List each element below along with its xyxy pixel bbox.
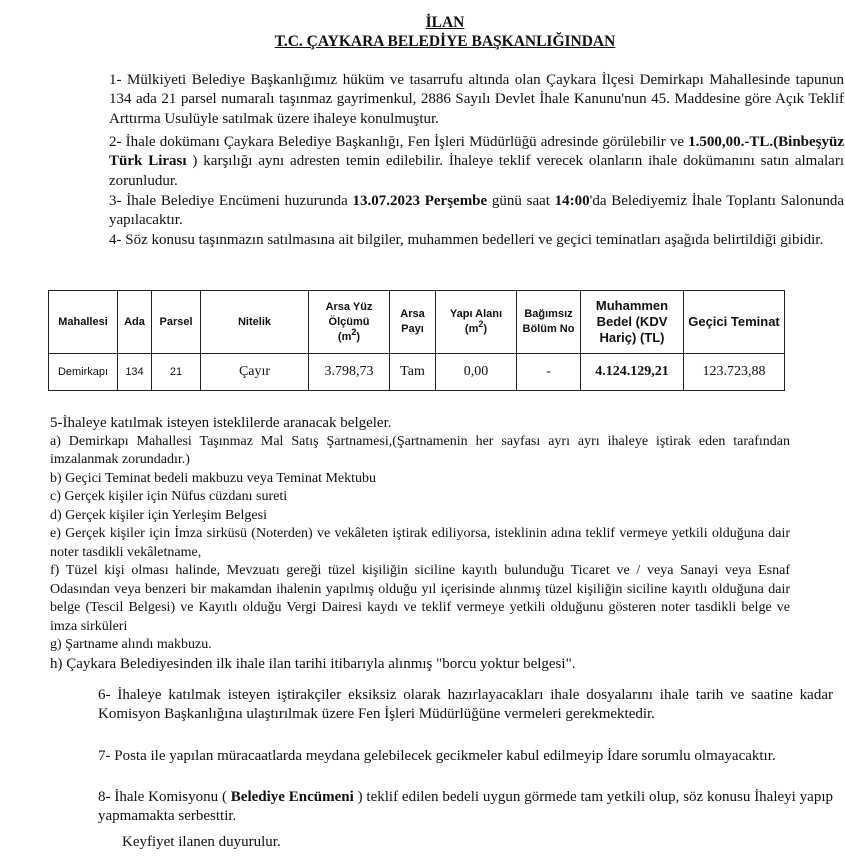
page-title: İLAN: [425, 14, 465, 31]
paragraph-3-text-c: 'da Belediyemiz İhale Toplantı Salonunda yapılacaktır.: [109, 193, 845, 229]
list-item-h: h) Çaykara Belediyesinden ilk ihale ilan tarihi itibarıyla alınmış "borcu yoktur belgesi".: [50, 655, 576, 672]
list-item-e: e) Gerçek kişiler için İmza sirküsü (Noterden) ve vekâleten iştirak ediliyorsa, isteklinin adına teklif vermeye yetkili olduğuna dair noter tasdikli vekâletname,: [50, 526, 790, 560]
cell-parsel: 21: [152, 354, 201, 391]
table-row: [49, 354, 785, 391]
paragraph-4: 4- Söz konusu taşınmazın satılmasına ait bilgiler, muhammen bedelleri ve geçici teminatları aşağıda belirtildiği gibidir.: [109, 232, 824, 248]
paragraph-8-text-a: 8- İhale Komisyonu (: [98, 789, 227, 805]
list-item-b: b) Geçici Teminat bedeli makbuzu veya Teminat Mektubu: [50, 470, 377, 486]
paragraph-8-text-b: ) teklif edilen bedeli uygun görmede tam yetkili olup, söz konusu İhaleyi yapıp yapmamakta serbesttir.: [98, 789, 833, 825]
paragraph-8: [50, 788, 833, 827]
cell-arsa-yuz-olcumu: 3.798,73: [309, 354, 390, 391]
header-nitelik: Nitelik: [201, 291, 309, 354]
cell-gecici-teminat: 123.723,88: [684, 354, 785, 391]
cell-bagimsiz-bolum-no: -: [517, 354, 581, 391]
paragraph-2-text-c: ) karşılığı aynı adresten temin edilebilir. İhaleye teklif verecek olanların ihale dokümanını satın almaları zorunludur.: [109, 153, 844, 189]
cell-ada: 134: [118, 354, 152, 391]
paragraph-2: [50, 133, 844, 191]
documents-heading: 5-İhaleye katılmak isteyen isteklilerde aranacak belgeler.: [50, 415, 392, 431]
header-arsa-payi: Arsa Payı: [390, 291, 436, 354]
auction-time: 14:00: [554, 193, 590, 209]
header-parsel: Parsel: [152, 291, 201, 354]
paragraph-6: 6- İhaleye katılmak isteyen iştirakçiler eksiksiz olarak hazırlayacakları ihale dosyalarını ihale tarih ve saatine kadar Komisyon Başkanlığına ulaştırılmak üzere Fen İşleri Müdürlüğüne vermeleri gerekmektedir.: [98, 687, 833, 723]
auction-date: 13.07.2023 Perşembe: [352, 193, 488, 209]
committee-name: Belediye Encümeni: [230, 789, 354, 805]
list-item-f: f) Tüzel kişi olması halinde, Mevzuatı gereği tüzel kişiliğin siciline kayıtlı bulunduğu Ticaret ve / veya Sanayi veya Esnaf Odasından veya benzeri bir makamdan ihalenin yapılmış olduğu yıl içerisinde alınmış tüzel kişiliğin siciline kayıtlı olduğuna dair belge (Tescil Belgesi) ve Kayıtlı olduğu Vergi Dairesi kaydı ve teklif vermeye yetkili olduğunu gösteren noter tasdikli belge ve imza sirküleri: [50, 563, 790, 634]
page-subtitle: T.C. ÇAYKARA BELEDİYE BAŞKANLIĞINDAN: [274, 33, 616, 50]
header-mahallesi: Mahallesi: [49, 291, 118, 354]
paragraph-3-text-a: 3- İhale Belediye Encümeni huzurunda: [109, 193, 348, 209]
property-table: [48, 290, 785, 391]
paragraph-1: 1- Mülkiyeti Belediye Başkanlığımız hüküm ve tasarrufu altında olan Çaykara İlçesi Demirkapı Mahallesinde tapunun 134 ada 21 parsel numaralı taşınmaz gayrimenkul, 2886 Sayılı Devlet İhale Kanunu'nun 45. Maddesine göre Açık Teklif Arttırma Usulüyle satılmak üzere ihaleye konulmuştur.: [109, 72, 844, 127]
fee-amount: 1.500,00.-TL.(Binbeşyüz Türk Lirası: [109, 134, 845, 170]
header-bagimsiz-bolum-no: Bağımsız Bölüm No: [517, 291, 581, 354]
list-item-c: c) Gerçek kişiler için Nüfus cüzdanı sureti: [50, 489, 288, 504]
list-item-g: g) Şartname alındı makbuzu.: [50, 637, 212, 652]
header-arsa-yuz-olcumu: Arsa Yüz Ölçümü $(m^2)$: [309, 291, 390, 354]
closing-line: Keyfiyet ilanen duyurulur.: [122, 834, 281, 850]
table-header-row: [49, 291, 785, 354]
paragraph-3: [50, 192, 844, 231]
cell-mahallesi: Demirkapı: [49, 354, 118, 391]
header-muhammen-bedel: Muhammen Bedel (KDV Hariç) (TL): [581, 291, 684, 354]
header-yapi-alani: Yapı Alanı $(m^2)$: [436, 291, 517, 354]
list-item-d: d) Gerçek kişiler için Yerleşim Belgesi: [50, 507, 267, 523]
cell-nitelik: Çayır: [201, 354, 309, 391]
cell-muhammen-bedel: 4.124.129,21: [581, 354, 684, 391]
paragraph-2-text-a: 2- İhale dokümanı Çaykara Belediye Başkanlığı, Fen İşleri Müdürlüğü adresinde görülebilir ve: [109, 134, 684, 150]
header-ada: Ada: [118, 291, 152, 354]
header-gecici-teminat: Geçici Teminat: [684, 291, 785, 354]
cell-yapi-alani: 0,00: [436, 354, 517, 391]
list-item-a: a) Demirkapı Mahallesi Taşınmaz Mal Satış Şartnamesi,(Şartnamenin her sayfası ayrı ayrı ihaleye iştirak eden tarafından imzalanmak zorundadır.): [50, 433, 790, 467]
paragraph-7: 7- Posta ile yapılan müracaatlarda meydana gelebilecek gecikmeler kabul edilmeyip İdare sorumlu olmayacaktır.: [98, 748, 776, 764]
documents-list: [50, 414, 790, 673]
cell-arsa-payi: Tam: [390, 354, 436, 391]
paragraph-3-text-b: günü saat: [491, 193, 550, 209]
